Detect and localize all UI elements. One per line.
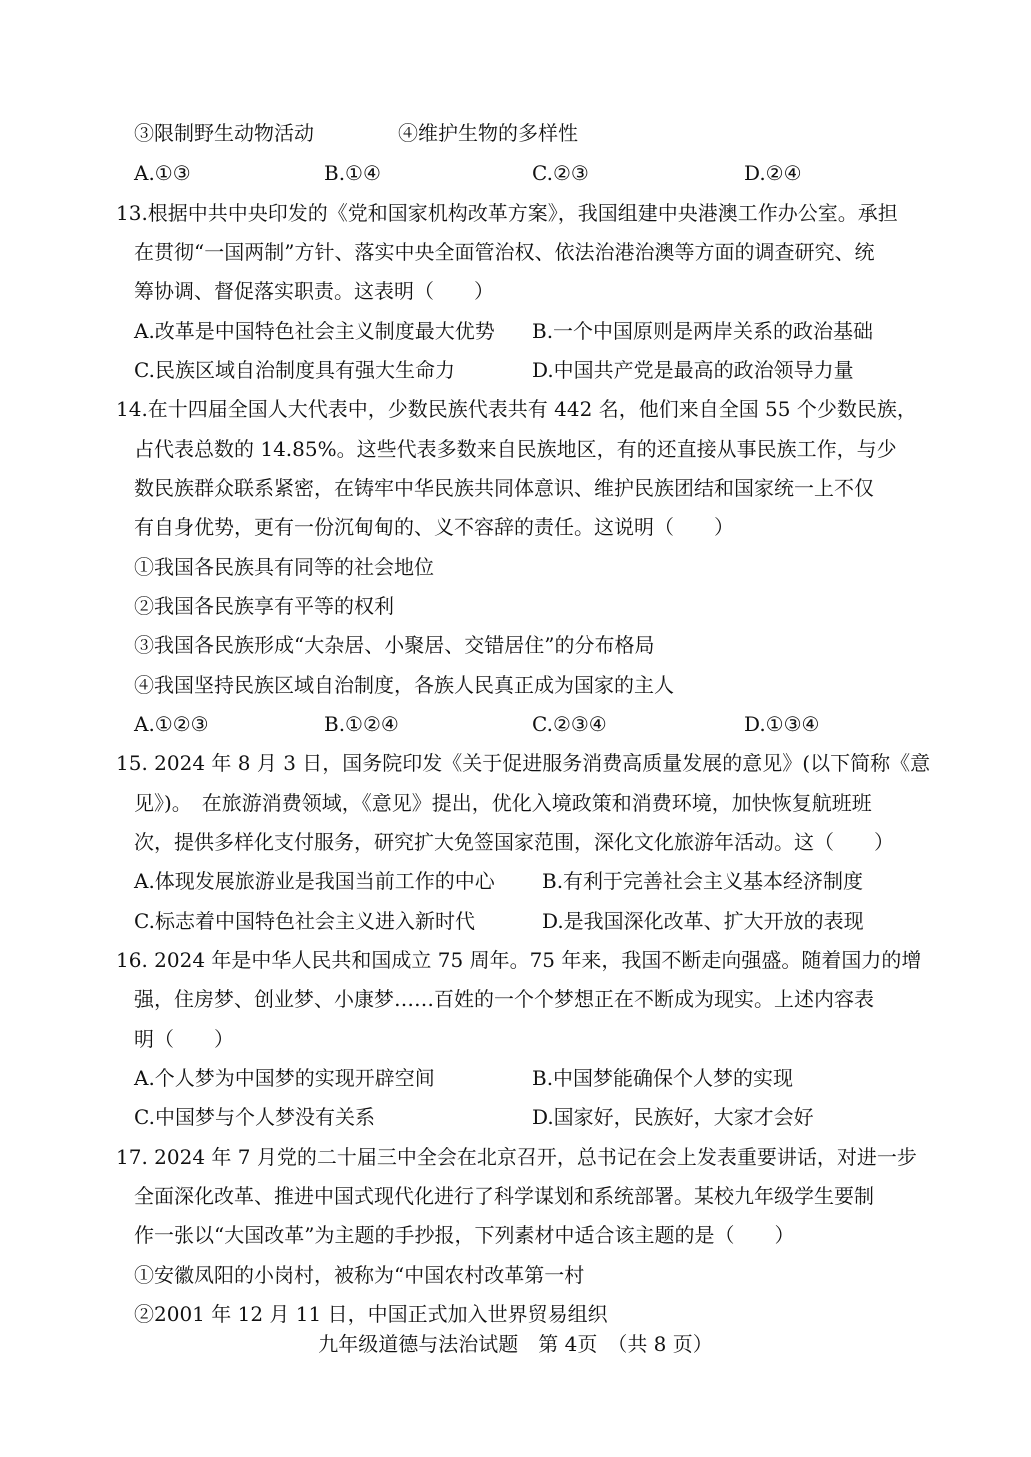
q14-option-c: C.②③④ xyxy=(532,712,607,736)
q15-option-a: A.体现发展旅游业是我国当前工作的中心 xyxy=(134,869,495,893)
q17-stem-line-3: 作一张以“大国改革”为主题的手抄报，下列素材中适合该主题的是（ ） xyxy=(134,1223,795,1247)
q16-stem-line-3: 明（ ） xyxy=(134,1027,234,1051)
q14-statement-1: ①我国各民族具有同等的社会地位 xyxy=(134,555,434,579)
q14-statement-4: ④我国坚持民族区域自治制度，各族人民真正成为国家的主人 xyxy=(134,673,674,697)
q15-stem-line-2: 见》)。 在旅游消费领域，《意见》提出，优化入境政策和消费环境，加快恢复航班班 xyxy=(134,791,872,815)
q13-option-d: D.中国共产党是最高的政治领导力量 xyxy=(532,358,854,382)
q16-option-c: C.中国梦与个人梦没有关系 xyxy=(134,1105,375,1129)
q16-option-a: A.个人梦为中国梦的实现开辟空间 xyxy=(134,1066,435,1090)
q13-stem-line-2: 在贯彻“一国两制”方针、落实中央全面管治权、依法治港治澳等方面的调查研究、统 xyxy=(134,240,875,264)
q12-option-b: B.①④ xyxy=(324,161,381,185)
q14-option-b: B.①②④ xyxy=(324,712,399,736)
q12-option-a: A.①③ xyxy=(134,161,191,185)
q14-option-d: D.①③④ xyxy=(744,712,820,736)
q13-option-c: C.民族区域自治制度具有强大生命力 xyxy=(134,358,455,382)
q14-stem-line-3: 数民族群众联系紧密，在铸牢中华民族共同体意识、维护民族团结和国家统一上不仅 xyxy=(134,476,874,500)
q16-option-b: B.中国梦能确保个人梦的实现 xyxy=(532,1066,794,1090)
q16-option-d: D.国家好，民族好，大家才会好 xyxy=(532,1105,814,1129)
q14-stem-line-2: 占代表总数的 14.85%。这些代表多数来自民族地区，有的还直接从事民族工作，与少 xyxy=(134,437,897,461)
q15-option-c: C.标志着中国特色社会主义进入新时代 xyxy=(134,909,475,933)
q15-option-b: B.有利于完善社会主义基本经济制度 xyxy=(542,869,864,893)
q13-option-a: A.改革是中国特色社会主义制度最大优势 xyxy=(134,319,495,343)
q12-statement-3: ③限制野生动物活动 xyxy=(134,121,314,145)
q17-statement-2: ②2001 年 12 月 11 日，中国正式加入世界贸易组织 xyxy=(134,1302,608,1326)
page-footer: 九年级道德与法治试题 第 4页 （共 8 页） xyxy=(318,1332,713,1356)
q13-stem-line-3: 筹协调、督促落实职责。这表明（ ） xyxy=(134,279,494,303)
q17-stem-line-2: 全面深化改革、推进中国式现代化进行了科学谋划和系统部署。某校九年级学生要制 xyxy=(134,1184,874,1208)
q14-stem-line-4: 有自身优势，更有一份沉甸甸的、义不容辞的责任。这说明（ ） xyxy=(134,515,734,539)
q12-option-d: D.②④ xyxy=(744,161,802,185)
q12-option-c: C.②③ xyxy=(532,161,589,185)
q12-statement-4: ④维护生物的多样性 xyxy=(398,121,578,145)
q16-stem-line-2: 强，住房梦、创业梦、小康梦……百姓的一个个梦想正在不断成为现实。上述内容表 xyxy=(134,987,874,1011)
q15-option-d: D.是我国深化改革、扩大开放的表现 xyxy=(542,909,864,933)
q14-stem-line-1: 14.在十四届全国人大代表中，少数民族代表共有 442 名，他们来自全国 55 个少数民族， xyxy=(116,397,917,421)
q17-stem-line-1: 17. 2024 年 7 月党的二十届三中全会在北京召开，总书记在会上发表重要讲话，对进一步 xyxy=(116,1145,917,1169)
q14-statement-3: ③我国各民族形成“大杂居、小聚居、交错居住”的分布格局 xyxy=(134,633,655,657)
q13-option-b: B.一个中国原则是两岸关系的政治基础 xyxy=(532,319,874,343)
q13-stem-line-1: 13.根据中共中央印发的《党和国家机构改革方案》，我国组建中央港澳工作办公室。承担 xyxy=(116,201,898,225)
q14-statement-2: ②我国各民族享有平等的权利 xyxy=(134,594,394,618)
q15-stem-line-1: 15. 2024 年 8 月 3 日，国务院印发《关于促进服务消费高质量发展的意见》(以下简称《意 xyxy=(116,751,931,775)
q14-option-a: A.①②③ xyxy=(134,712,209,736)
q16-stem-line-1: 16. 2024 年是中华人民共和国成立 75 周年。75 年来，我国不断走向强盛。随着国力的增 xyxy=(116,948,922,972)
q17-statement-1: ①安徽凤阳的小岗村，被称为“中国农村改革第一村 xyxy=(134,1263,585,1287)
q15-stem-line-3: 次，提供多样化支付服务，研究扩大免签国家范围，深化文化旅游年活动。这（ ） xyxy=(134,830,894,854)
